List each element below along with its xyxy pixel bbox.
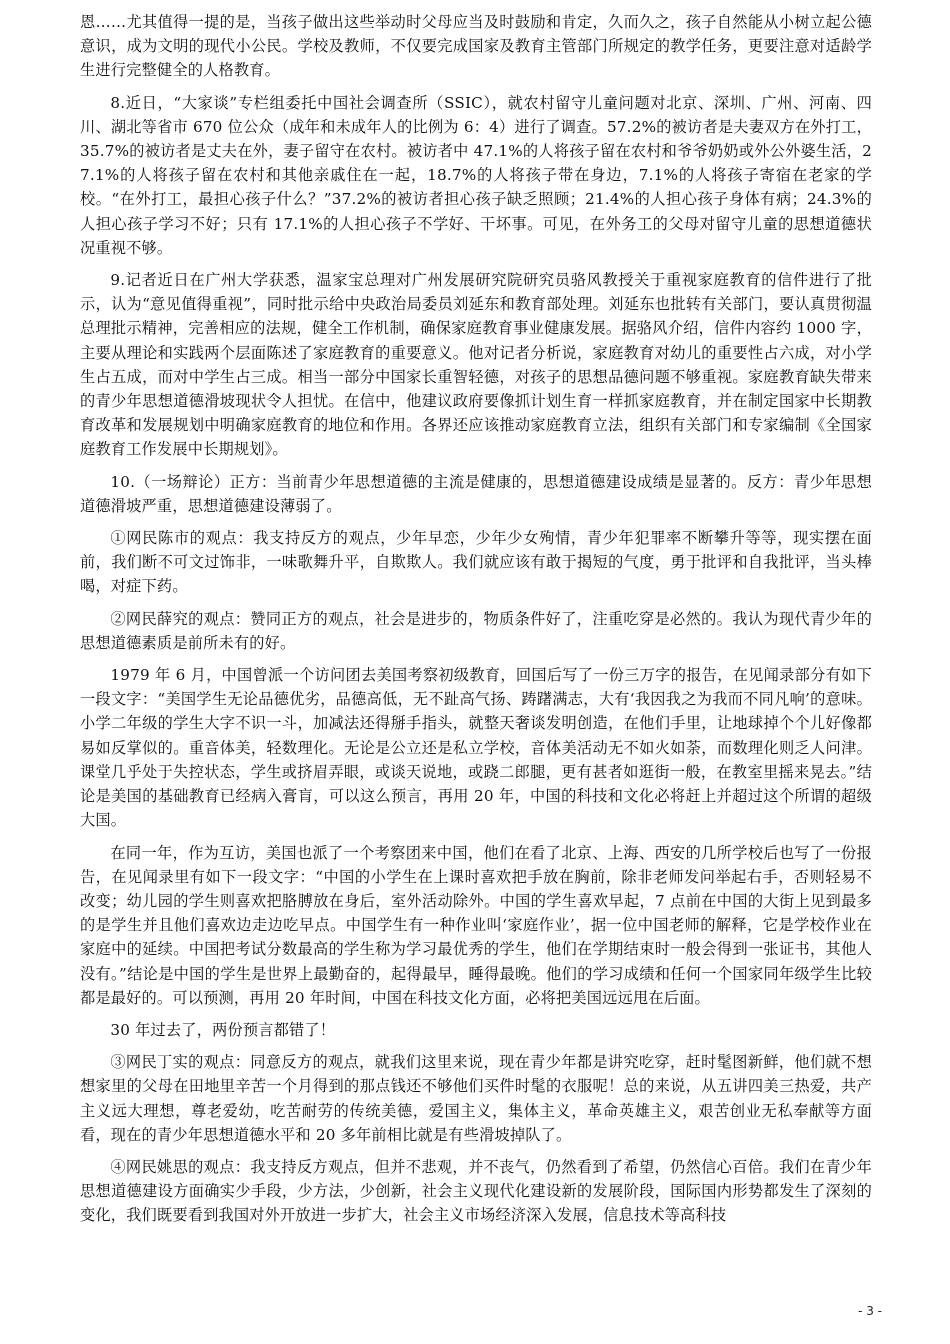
paragraph-item-10-debate: 10.（一场辩论）正方：当前青少年思想道德的主流是健康的，思想道德建设成绩是显著的。反方：青少年思想道德滑坡严重，思想道德建设薄弱了。 — [80, 472, 872, 515]
paragraph-opinion-3: ③网民丁实的观点：同意反方的观点，就我们这里来说，现在青少年都是讲究吃穿，赶时髦图新鲜，他们就不想想家里的父母在田地里辛苦一个月得到的那点钱还不够他们买件时髦的衣服呢！总的来说，从五讲四美三热爱，共产主义远大理想，尊老爱幼，吃苦耐劳的传统美德，爱国主义，集体主义，革命英雄主义，艰苦创业无私奉献等方面看，现在的青少年思想道德水平和 20 多年前相比就是有些滑坡掉队了。 — [80, 1053, 872, 1144]
document-page — [80, 10, 872, 1236]
paragraph-opinion-4: ④网民姚思的观点：我支持反方观点，但并不悲观，并不丧气，仍然看到了希望，仍然信心百倍。我们在青少年思想道德建设方面确实少手段，少方法，少创新，社会主义现代化建设新的发展阶段，国际国内形势都发生了深刻的变化，我们既要看到我国对外开放进一步扩大，社会主义市场经济深入发展，信息技术等高科技 — [80, 1157, 872, 1225]
paragraph-opinion-2: ②网民薛究的观点：赞同正方的观点，社会是进步的，物质条件好了，注重吃穿是必然的。我认为现代青少年的思想道德素质是前所未有的好。 — [80, 609, 872, 652]
paragraph-30-years: 30 年过去了，两份预言都错了！ — [110, 1020, 336, 1039]
page-number: - 3 - — [858, 1304, 882, 1318]
paragraph-item-8: 8.近日，“大家谈”专栏组委托中国社会调查所（SSIC），就农村留守儿童问题对北京、深圳、广州、河南、四川、湖北等省市 670 位公众（成年和未成年人的比例为 6：4）进行了调查。57.2%的被访者是夫妻双方在外打工，35.7%的被访者是丈夫在外，妻子留守在农村。被访者中 47.1%的人将孩子留在农村和爷爷奶奶或外公外婆生活，27.1%的人将孩子留在农村和其他亲戚住在一起，18.7%的人将孩子带在身边，7.1%的人将孩子寄宿在老家的学校。“在外打工，最担心孩子什么？”37.2%的被访者担心孩子缺乏照顾；21.4%的人担心孩子身体有病；24.3%的人担心孩子学习不好；只有 17.1%的人担心孩子不学好、干坏事。可见，在外务工的父母对留守儿童的思想道德状况重视不够。 — [80, 93, 872, 257]
paragraph-item-9: 9.记者近日在广州大学获悉，温家宝总理对广州发展研究院研究员骆风教授关于重视家庭教育的信件进行了批示，认为“意见值得重视”，同时批示给中央政治局委员刘延东和教育部处理。刘延东也批转有关部门，要认真贯彻温总理批示精神，完善相应的法规，健全工作机制，确保家庭教育事业健康发展。据骆风介绍，信件内容约 1000 字，主要从理论和实践两个层面陈述了家庭教育的重要意义。他对记者分析说，家庭教育对幼儿的重要性占六成，对小学生占五成，而对中学生占三成。相当一部分中国家长重智轻德，对孩子的思想品德问题不够重视。家庭教育缺失带来的青少年思想道德滑坡现状令人担忧。在信中，他建议政府要像抓计划生育一样抓家庭教育，并在制定国家中长期教育改革和发展规划中明确家庭教育的地位和作用。各界还应该推动家庭教育立法，组织有关部门和专家编制《全国家庭教育工作发展中长期规划》。 — [80, 271, 872, 459]
paragraph-1979-report: 1979 年 6 月，中国曾派一个访问团去美国考察初级教育，回国后写了一份三万字的报告，在见闻录部分有如下一段文字：“美国学生无论品德优劣，品德高低，无不趾高气扬、踌躇满志，大有‘我因我之为我而不同凡响’的意味。小学二年级的学生大字不识一斗，加减法还得掰手指头，就整天奢谈发明创造，在他们手里，让地球掉个个儿好像都易如反掌似的。重音体美，轻数理化。无论是公立还是私立学校，音体美活动无不如火如荼，而数理化则乏人问津。课堂几乎处于失控状态，学生或挤眉弄眼，或谈天说地，或跷二郎腿，更有甚者如逛街一般，在教室里摇来晃去。”结论是美国的基础教育已经病入膏肓，可以这么预言，再用 20 年，中国的科技和文化必将赶上并超过这个所谓的超级大国。 — [80, 666, 872, 830]
paragraph-opinion-1: ①网民陈市的观点：我支持反方的观点，少年早恋，少年少女殉情，青少年犯罪率不断攀升等等，现实摆在面前，我们断不可文过饰非，一味歌舞升平，自欺欺人。我们就应该有敢于揭短的气度，勇于批评和自我批评，当头棒喝，对症下药。 — [80, 529, 872, 596]
paragraph-continuation: 恩……尤其值得一提的是，当孩子做出这些举动时父母应当及时鼓励和肯定，久而久之，孩子自然能从小树立起公德意识，成为文明的现代小公民。学校及教师，不仅要完成国家及教育主管部门所规定的教学任务，更要注意对适龄学生进行完整健全的人格教育。 — [80, 13, 872, 80]
paragraph-us-report: 在同一年，作为互访，美国也派了一个考察团来中国，他们在看了北京、上海、西安的几所学校后也写了一份报告，在见闻录里有如下一段文字：“中国的小学生在上课时喜欢把手放在胸前，除非老师发问举起右手，否则轻易不改变；幼儿园的学生则喜欢把胳膊放在身后，室外活动除外。中国的学生喜欢早起，7 点前在中国的大街上见到最多的是学生并且他们喜欢边走边吃早点。中国学生有一种作业叫‘家庭作业’，据一位中国老师的解释，它是学校作业在家庭中的延续。中国把考试分数最高的学生称为学习最优秀的学生，他们在学期结束时一般会得到一张证书，其他人没有。”结论是中国的学生是世界上最勤奋的，起得最早，睡得最晚。他们的学习成绩和任何一个国家同年级学生比较都是最好的。可以预测，再用 20 年时间，中国在科技文化方面，必将把美国远远甩在后面。 — [80, 843, 872, 1007]
